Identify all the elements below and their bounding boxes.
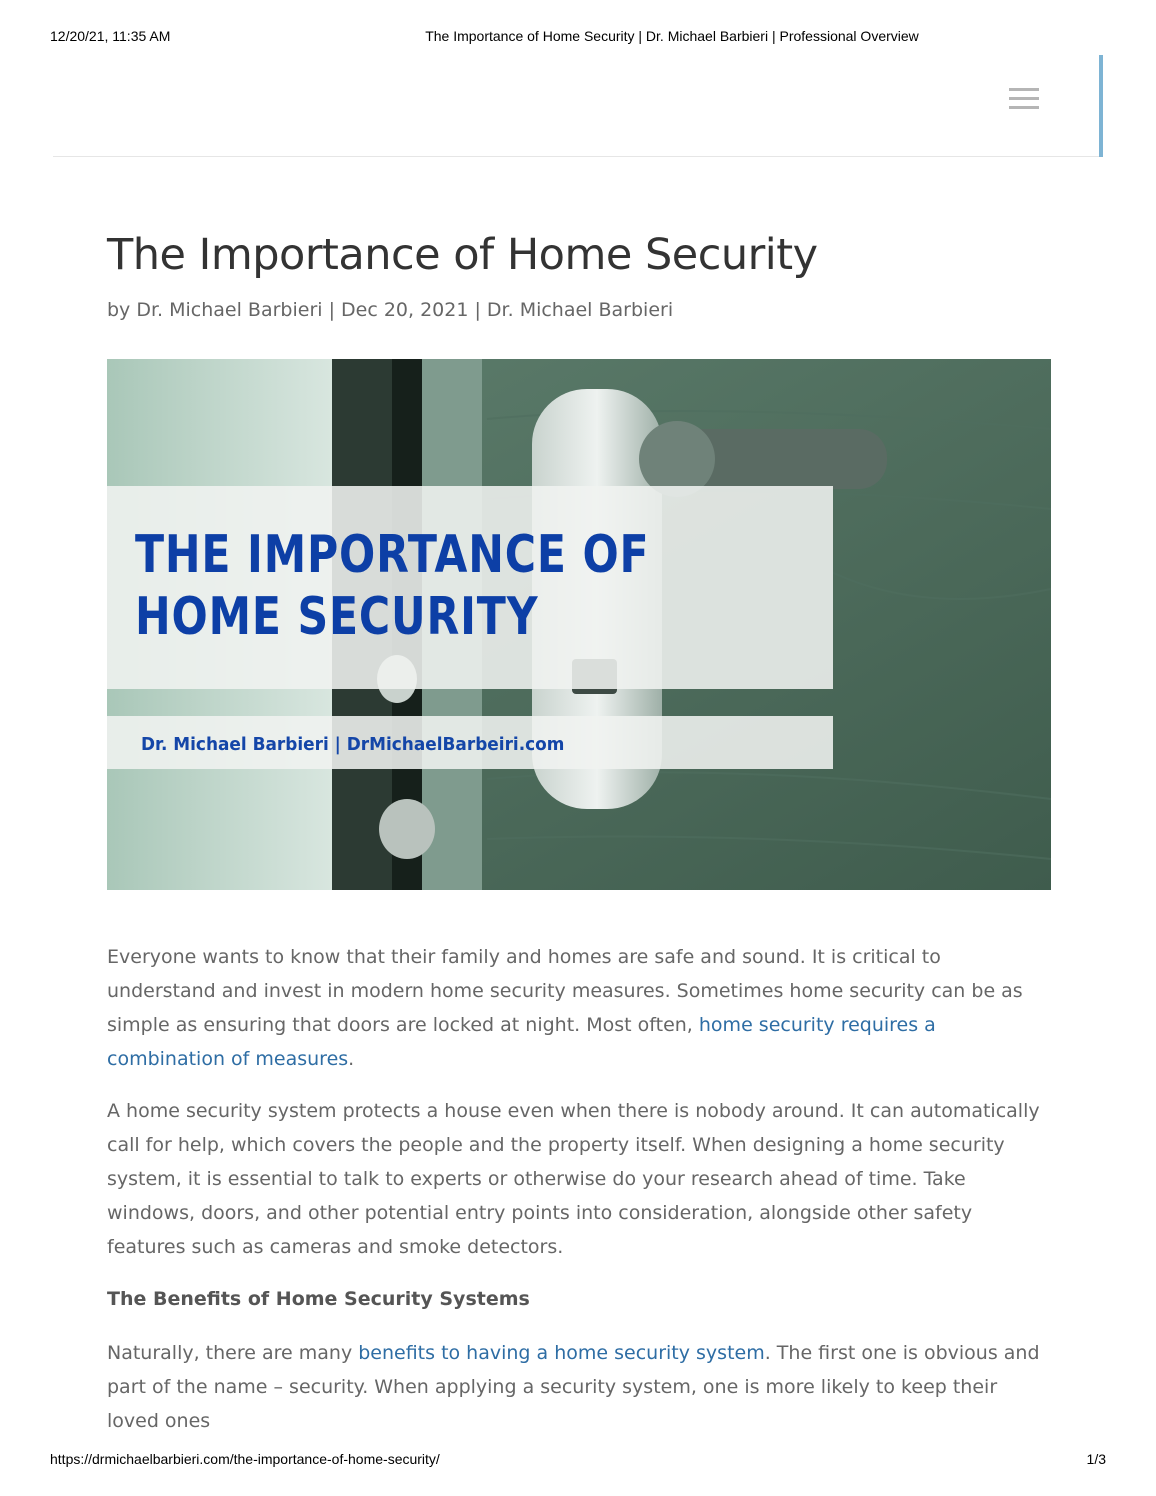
print-header xyxy=(0,28,1156,48)
hero-image xyxy=(107,359,1051,890)
paragraph-system: A home security system protects a house even when there is nobody around. It can automatically call for help, which covers the people and the property itself. When designing a home security system, it is essential to talk to experts or otherwise do your research ahead of time. Take windows, doors, and other potential entry points into consideration, alongside other safety features such as cameras and smoke detectors. xyxy=(107,1100,1040,1258)
hero-subtitle: Dr. Michael Barbieri | DrMichaelBarbeiri.com xyxy=(141,734,565,755)
post-content xyxy=(107,940,1051,1456)
post-title: The Importance of Home Security xyxy=(107,230,818,280)
paragraph-intro-end: . xyxy=(348,1048,355,1070)
hamburger-menu-icon[interactable] xyxy=(1009,88,1039,112)
combination-of-measures-link[interactable]: home security requires a combination of measures xyxy=(107,1014,936,1070)
print-page-number: 1/3 xyxy=(1086,1451,1106,1467)
paragraph-benefits-end: . The first one is obvious and part of the name – security. When applying a security system, one is more likely to keep their loved ones xyxy=(107,1342,1040,1432)
post-meta: by Dr. Michael Barbieri | Dec 20, 2021 | Dr. Michael Barbieri xyxy=(107,299,674,321)
print-page-title: The Importance of Home Security | Dr. Michael Barbieri | Professional Overview xyxy=(425,28,919,44)
hero-title: THE IMPORTANCE OF HOME SECURITY xyxy=(135,525,650,647)
site-header xyxy=(53,55,1103,157)
benefits-subheading: The Benefits of Home Security Systems xyxy=(107,1288,530,1310)
print-datetime: 12/20/21, 11:35 AM xyxy=(50,28,171,44)
print-url: https://drmichaelbarbieri.com/the-importance-of-home-security/ xyxy=(50,1451,440,1467)
paragraph-benefits-start: Naturally, there are many xyxy=(107,1342,359,1364)
paragraph-intro-text: Everyone wants to know that their family and homes are safe and sound. It is critical to understand and invest in modern home security measures. Sometimes home security can be as simple as ensuring that doors are locked at night. Most often, xyxy=(107,946,1023,1036)
paragraph-benefits xyxy=(107,1336,1051,1438)
paragraph-intro xyxy=(107,940,1051,1076)
benefits-link[interactable]: benefits to having a home security system xyxy=(358,1342,765,1364)
header-accent-bar xyxy=(1099,55,1103,157)
